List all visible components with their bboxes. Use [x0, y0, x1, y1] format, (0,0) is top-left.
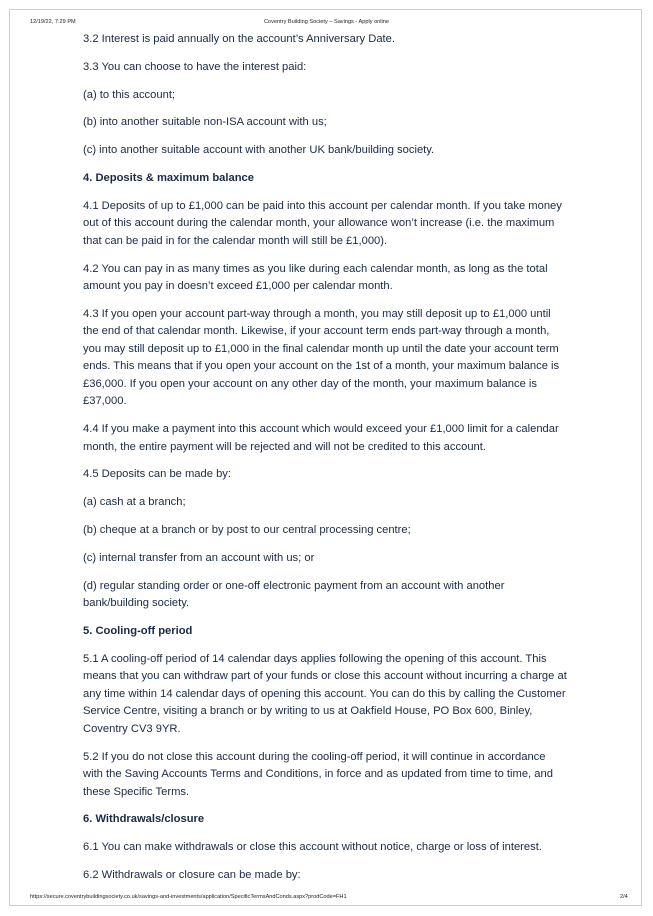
text-line: (a) to this account; — [83, 88, 176, 101]
text-line: 5. Cooling-off period — [83, 624, 193, 637]
text-line: (b) into another suitable non-ISA account with us; — [83, 116, 327, 129]
paragraph — [83, 839, 580, 857]
document-body — [83, 31, 580, 895]
print-page-title: Coventry Building Society – Savings - Apply online — [264, 19, 389, 25]
paragraph — [83, 466, 580, 484]
paragraph — [83, 522, 580, 540]
text-line: (a) cash at a branch; — [83, 496, 186, 509]
paragraph — [83, 421, 580, 456]
paragraph — [83, 114, 580, 132]
text-line: 4.2 You can pay in as many times as you like during each calendar month, as long as the total — [83, 262, 548, 275]
text-line: month, the entire payment will be rejected and will not be credited to this account. — [83, 440, 486, 453]
text-line: bank/building society. — [83, 597, 190, 610]
text-line: £36,000. If you open your account on any other day of the month, your maximum balance is — [83, 377, 537, 390]
paragraph — [83, 87, 580, 105]
text-line: out of this account during the calendar month, your allowance won’t increase (i.e. the maximum — [83, 217, 555, 230]
text-line: these Specific Terms. — [83, 785, 190, 798]
text-line: £37,000. — [83, 395, 127, 408]
text-line: the end of that calendar month. Likewise, if your account term ends part-way through a month, — [83, 325, 550, 338]
paragraph — [83, 306, 580, 411]
print-page-number: 2/4 — [620, 894, 628, 900]
paragraph — [83, 494, 580, 512]
section-heading — [83, 623, 580, 641]
text-line: 6.1 You can make withdrawals or close this account without notice, charge or loss of interest. — [83, 841, 542, 854]
section-heading — [83, 811, 580, 829]
text-line: that can be paid in for the calendar month will still be £1,000). — [83, 234, 388, 247]
text-line: (c) into another suitable account with another UK bank/building society. — [83, 144, 435, 157]
text-line: 5.2 If you do not close this account during the cooling-off period, it will continue in accordance — [83, 750, 546, 763]
paragraph — [83, 867, 580, 885]
text-line: (c) internal transfer from an account with us; or — [83, 551, 315, 564]
text-line: (d) regular standing order or one-off electronic payment from an account with another — [83, 579, 505, 592]
section-heading — [83, 170, 580, 188]
text-line: 4.5 Deposits can be made by: — [83, 468, 232, 481]
text-line: 4.1 Deposits of up to £1,000 can be paid into this account per calendar month. If you take money — [83, 199, 562, 212]
text-line: 6.2 Withdrawals or closure can be made by: — [83, 868, 301, 881]
text-line: ends. This means that if you open your account on the 1st of a month, your maximum balance is — [83, 360, 560, 373]
text-line: 4. Deposits & maximum balance — [83, 171, 254, 184]
text-line: amount you pay in doesn’t exceed £1,000 per calendar month. — [83, 280, 393, 293]
paragraph — [83, 198, 580, 251]
print-timestamp: 12/19/22, 7:29 PM — [30, 19, 76, 25]
text-line: you may still deposit up to £1,000 in the final calendar month up until the date your account term — [83, 342, 559, 355]
paragraph — [83, 59, 580, 77]
paragraph — [83, 31, 580, 49]
text-line: with the Saving Accounts Terms and Conditions, in force and as updated from time to time, and — [83, 768, 553, 781]
paragraph — [83, 261, 580, 296]
text-line: any time within 14 calendar days of opening this account. You can do this by calling the Customer — [83, 687, 566, 700]
paragraph — [83, 749, 580, 802]
text-line: 3.3 You can choose to have the interest paid: — [83, 60, 307, 73]
text-line: 4.4 If you make a payment into this account which would exceed your £1,000 limit for a calendar — [83, 423, 559, 436]
text-line: 6. Withdrawals/closure — [83, 813, 205, 826]
paragraph — [83, 578, 580, 613]
text-line: 5.1 A cooling-off period of 14 calendar days applies following the opening of this account. This — [83, 652, 547, 665]
text-line: Service Centre, visiting a branch or by writing to us at Oakfield House, PO Box 600, Binley, — [83, 705, 533, 718]
text-line: (b) cheque at a branch or by post to our central processing centre; — [83, 524, 411, 537]
text-line: Coventry CV3 9YR. — [83, 722, 181, 735]
text-line: 4.3 If you open your account part-way through a month, you may still deposit up to £1,000 until — [83, 307, 551, 320]
paragraph — [83, 142, 580, 160]
paragraph — [83, 550, 580, 568]
text-line: means that you can withdraw part of your funds or close this account without incurring a charge at — [83, 670, 567, 683]
text-line: 3.2 Interest is paid annually on the account’s Anniversary Date. — [83, 33, 395, 45]
paragraph — [83, 651, 580, 739]
print-url: https://secure.coventrybuildingsociety.co.uk/savings-and-investments/application/SpecificTermsAndConds.aspx?prodCode=FH1 — [30, 894, 347, 900]
